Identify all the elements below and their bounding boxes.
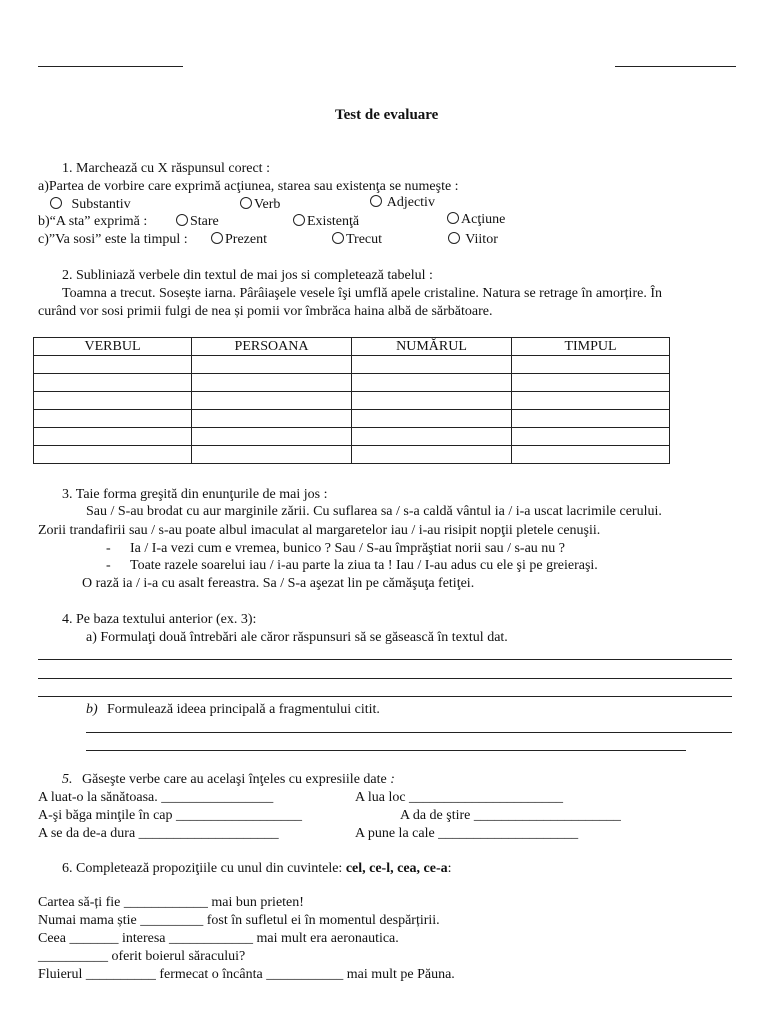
- q2-heading: 2. Subliniază verbele din textul de mai jos si completează tabelul :: [62, 268, 433, 283]
- radio-icon[interactable]: [240, 197, 252, 209]
- table-cell[interactable]: [192, 446, 352, 464]
- q5-item3[interactable]: A-şi băga minţile în cap __________________: [38, 808, 303, 823]
- table-cell[interactable]: [34, 392, 192, 410]
- table-cell[interactable]: [34, 446, 192, 464]
- q5-heading-colon: :: [390, 772, 395, 787]
- q5-number: 5.: [62, 772, 73, 787]
- q1-c-text: c)”Va sosi” este la timpul :: [38, 232, 188, 247]
- table-cell[interactable]: [352, 428, 512, 446]
- table-row: [34, 446, 670, 464]
- answer-line[interactable]: [38, 659, 732, 660]
- q1-a-option-substantiv[interactable]: Substantiv: [50, 196, 131, 214]
- radio-icon[interactable]: [176, 214, 188, 226]
- q2-text-line1: Toamna a trecut. Sosește iarna. Pârâiaşele vesele îşi umflă apele cristaline. Natura se retrage în amorțire. În: [62, 286, 662, 301]
- q3-bullet2-dash: -: [106, 558, 111, 573]
- q1-c-option-trecut[interactable]: Trecut: [332, 231, 382, 249]
- q3-line2: Zorii trandafirii sau / s-au poate albul imaculat al margaretelor iau / i-au risipit nopţii pletele cenuşii.: [38, 523, 601, 538]
- q4-b-marker: b): [86, 702, 98, 717]
- table-cell[interactable]: [512, 392, 670, 410]
- q6-heading-words: cel, ce-l, cea, ce-a: [345, 861, 448, 876]
- verb-table: [33, 337, 670, 464]
- table-cell[interactable]: [352, 356, 512, 374]
- table-cell[interactable]: [352, 392, 512, 410]
- radio-icon[interactable]: [332, 232, 344, 244]
- name-blank-line[interactable]: [38, 66, 183, 67]
- table-row: [34, 374, 670, 392]
- q5-item6[interactable]: A pune la cale ____________________: [355, 826, 579, 841]
- table-cell[interactable]: [34, 428, 192, 446]
- q1-b-text: b)“A sta” exprimă :: [38, 214, 148, 229]
- table-header-row: [34, 338, 670, 356]
- table-cell[interactable]: [512, 374, 670, 392]
- q1-c-option-prezent[interactable]: Prezent: [211, 231, 267, 249]
- table-cell[interactable]: [192, 356, 352, 374]
- table-cell[interactable]: [352, 374, 512, 392]
- q5-item1[interactable]: A luat-o la sănătoasa. ________________: [38, 790, 274, 805]
- q6-heading: [62, 860, 452, 878]
- table-row: [34, 392, 670, 410]
- q1-b-option-existenta[interactable]: Existenţă: [293, 213, 359, 231]
- q3-bullet2: Toate razele soarelui iau / i-au parte la ziua ta ! Iau / I-au adus cu ele şi pe greieraşi.: [130, 558, 598, 573]
- q3-line1: Sau / S-au brodat cu aur marginile zării. Cu suflarea sa / s-a caldă vântul ia / i-a uscat lacrimile cerului.: [86, 504, 662, 519]
- q2-text-line2: curând vor sosi primii fulgi de nea și pomii vor îmbrăca haina albă de sărbătoare.: [38, 304, 493, 319]
- table-cell[interactable]: [512, 428, 670, 446]
- table-cell[interactable]: [352, 410, 512, 428]
- radio-icon[interactable]: [50, 197, 62, 209]
- q6-heading-prefix: 6. Completează propoziţiile cu unul din cuvintele:: [62, 861, 343, 876]
- date-blank-line[interactable]: [615, 66, 736, 67]
- q5-item5[interactable]: A se da de-a dura ____________________: [38, 826, 279, 841]
- table-cell[interactable]: [512, 356, 670, 374]
- q1-heading: 1. Marchează cu X răspunsul corect :: [62, 161, 270, 176]
- table-cell[interactable]: [34, 356, 192, 374]
- q5-item4[interactable]: A da de ştire _____________________: [400, 808, 621, 823]
- radio-icon[interactable]: [448, 232, 460, 244]
- q6-heading-suffix: :: [447, 861, 452, 876]
- answer-line[interactable]: [86, 732, 732, 733]
- q3-heading: 3. Taie forma greşită din enunţurile de mai jos :: [62, 487, 328, 502]
- table-cell[interactable]: [512, 446, 670, 464]
- answer-line[interactable]: [86, 750, 686, 751]
- column-header-verbul: VERBUL: [34, 338, 192, 356]
- q6-sentence3[interactable]: Ceea _______ interesa ____________ mai mult era aeronautica.: [38, 931, 399, 946]
- radio-icon[interactable]: [447, 212, 459, 224]
- table-cell[interactable]: [192, 410, 352, 428]
- q6-sentence5[interactable]: Fluierul __________ fermecat o încânta ___________ mai mult pe Păuna.: [38, 967, 455, 982]
- radio-icon[interactable]: [370, 195, 382, 207]
- table-cell[interactable]: [34, 410, 192, 428]
- q1-a-text: a)Partea de vorbire care exprimă acţiunea, starea sau existenţa se numeşte :: [38, 179, 459, 194]
- q3-bullet1: Ia / I-a vezi cum e vremea, bunico ? Sau / S-au împrăştiat norii sau / s-au nu ?: [130, 541, 566, 556]
- table-row: [34, 356, 670, 374]
- answer-line[interactable]: [38, 678, 732, 679]
- column-header-persoana: PERSOANA: [192, 338, 352, 356]
- q4-b-label: Formulează ideea principală a fragmentului citit.: [107, 702, 380, 717]
- q5-heading: [62, 771, 395, 789]
- table-cell[interactable]: [34, 374, 192, 392]
- q3-bullet1-dash: -: [106, 541, 111, 556]
- q4-a-label: a) Formulaţi două întrebări ale căror răspunsuri să se găsească în textul dat.: [86, 630, 508, 645]
- q1-b-option-actiune[interactable]: Acţiune: [447, 211, 505, 229]
- q6-sentence4[interactable]: __________ oferit boierul săracului?: [38, 949, 246, 964]
- q6-sentence2[interactable]: Numai mama știe _________ fost în sufletul ei în momentul despărțirii.: [38, 913, 440, 928]
- q5-heading-text: Găseşte verbe care au acelaşi înţeles cu expresiile date: [82, 772, 387, 787]
- q3-line5: O rază ia / i-a cu asalt fereastra. Sa / S-a aşezat lin pe cămăşuţa fetiţei.: [82, 576, 475, 591]
- table-cell[interactable]: [192, 374, 352, 392]
- table-row: [34, 428, 670, 446]
- table-cell[interactable]: [512, 410, 670, 428]
- table-cell[interactable]: [192, 392, 352, 410]
- q1-c-option-viitor[interactable]: Viitor: [448, 231, 498, 249]
- table-cell[interactable]: [192, 428, 352, 446]
- page-title: Test de evaluare: [335, 107, 439, 123]
- answer-line[interactable]: [38, 696, 732, 697]
- q1-b-option-stare[interactable]: Stare: [176, 213, 219, 231]
- q4-heading: 4. Pe baza textului anterior (ex. 3):: [62, 612, 257, 627]
- q5-item2[interactable]: A lua loc ______________________: [355, 790, 564, 805]
- radio-icon[interactable]: [211, 232, 223, 244]
- q1-a-option-adjectiv[interactable]: Adjectiv: [370, 194, 435, 212]
- column-header-numarul: NUMĂRUL: [352, 338, 512, 356]
- radio-icon[interactable]: [293, 214, 305, 226]
- q6-sentence1[interactable]: Cartea să-ți fie ____________ mai bun prieten!: [38, 895, 304, 910]
- q1-a-option-verb[interactable]: Verb: [240, 196, 280, 214]
- table-row: [34, 410, 670, 428]
- table-cell[interactable]: [352, 446, 512, 464]
- column-header-timpul: TIMPUL: [512, 338, 670, 356]
